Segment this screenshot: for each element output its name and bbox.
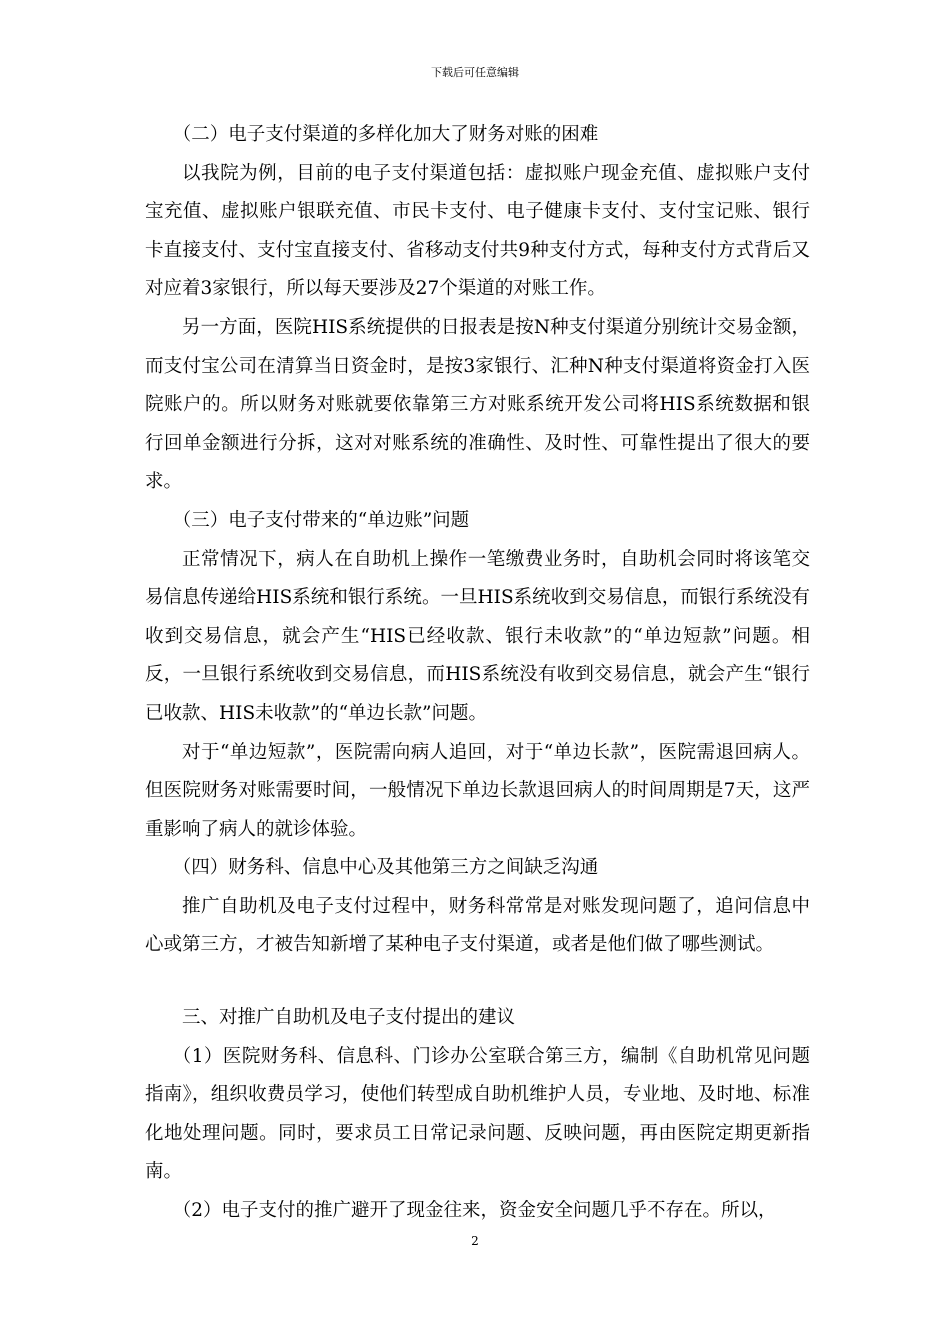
page-header: 下载后可任意编辑 [431, 66, 519, 79]
paragraph: 以我院为例，目前的电子支付渠道包括：虚拟账户现金充值、虚拟账户支付宝充值、虚拟账户银联充值、市民卡支付、电子健康卡支付、支付宝记账、银行卡直接支付、支付宝直接支付、省移动支付共9种支付方式，每种支付方式背后又对应着3家银行，所以每天要涉及27个渠道的对账工作。 [145, 162, 810, 300]
part-heading-3: 三、对推广自助机及电子支付提出的建议 [182, 1007, 516, 1029]
suggestion-item-2: （2）电子支付的推广避开了现金往来，资金安全问题几乎不存在。所以， [172, 1200, 777, 1222]
paragraph: 推广自助机及电子支付过程中，财务科常常是对账发现问题了，追问信息中心或第三方，才被告知新增了某种电子支付渠道，或者是他们做了哪些测试。 [145, 895, 810, 956]
suggestion-item-1: （1）医院财务科、信息科、门诊办公室联合第三方，编制《自助机常见问题指南》，组织收费员学习，使他们转型成自助机维护人员，专业地、及时地、标准化地处理问题。同时，要求员工日常记录问题、反映问题，再由医院定期更新指南。 [145, 1045, 810, 1183]
document-body [145, 116, 810, 1231]
paragraph: 对于“单边短款”，医院需向病人追回，对于“单边长款”，医院需退回病人。但医院财务对账需要时间，一般情况下单边长款退回病人的时间周期是7天，这严重影响了病人的就诊体验。 [145, 741, 810, 840]
page-number: 2 [471, 1234, 479, 1248]
paragraph: 正常情况下，病人在自助机上操作一笔缴费业务时，自助机会同时将该笔交易信息传递给HIS系统和银行系统。一旦HIS系统收到交易信息，而银行系统没有收到交易信息，就会产生“HIS已经收款、银行未收款”的“单边短款”问题。相反，一旦银行系统收到交易信息，而HIS系统没有收到交易信息，就会产生“银行已收款、HIS未收款”的“单边长款”问题。 [145, 548, 810, 724]
section-heading-4: （四）财务科、信息中心及其他第三方之间缺乏沟通 [172, 857, 599, 879]
paragraph: 另一方面，医院HIS系统提供的日报表是按N种支付渠道分别统计交易金额，而支付宝公司在清算当日资金时，是按3家银行、汇种N种支付渠道将资金打入医院账户的。所以财务对账就要依靠第三方对账系统开发公司将HIS系统数据和银行回单金额进行分拆，这对对账系统的准确性、及时性、可靠性提出了很大的要求。 [145, 316, 810, 493]
section-heading-3: （三）电子支付带来的“单边账”问题 [172, 509, 470, 531]
section-heading-2: （二）电子支付渠道的多样化加大了财务对账的困难 [172, 124, 599, 145]
